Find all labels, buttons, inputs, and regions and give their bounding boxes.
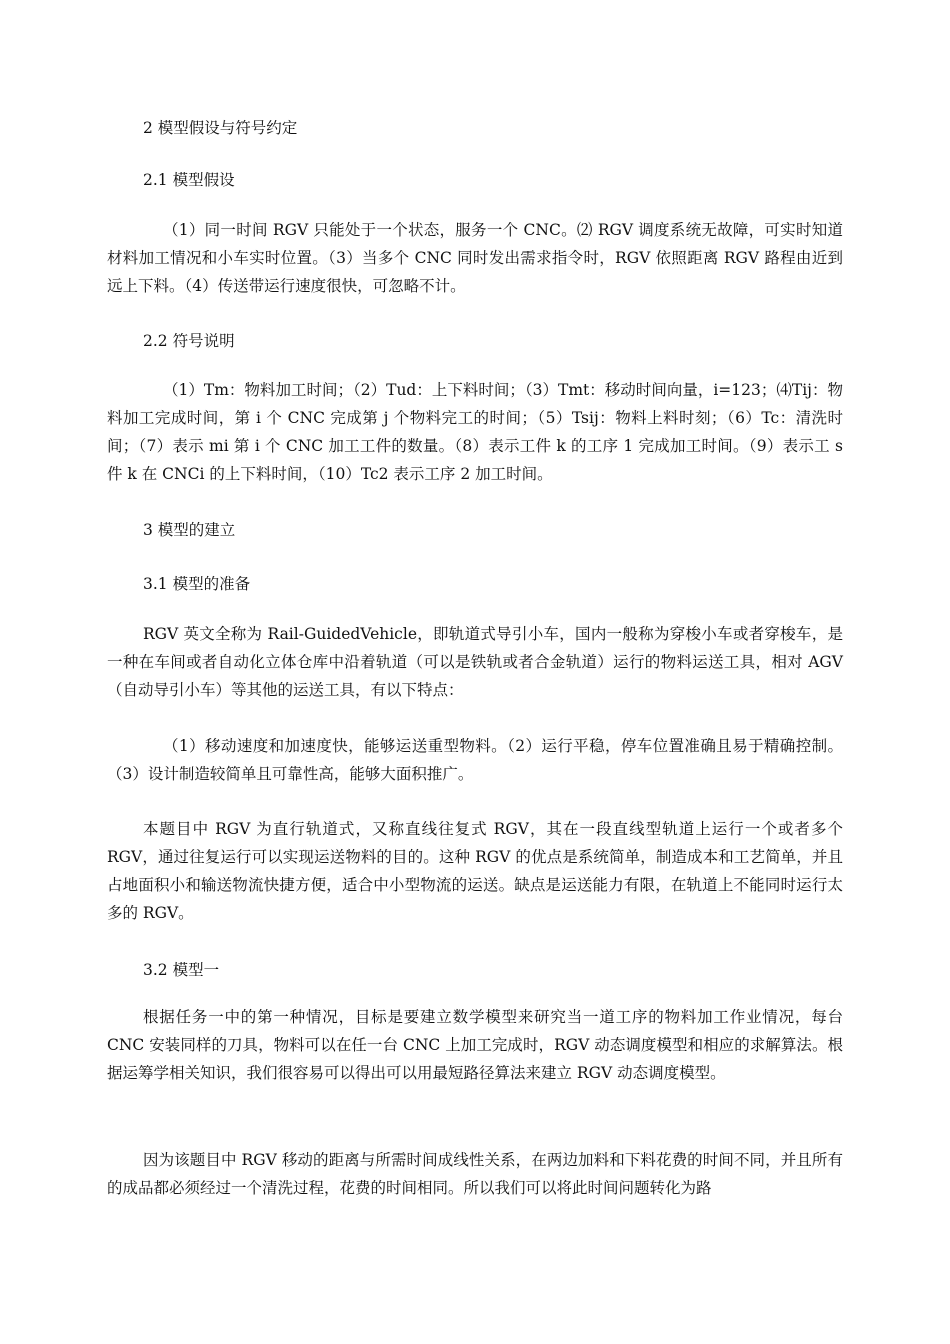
- section-3-title: 3 模型的建立: [143, 521, 236, 539]
- section-2-1-title: 2.1 模型假设: [143, 171, 235, 189]
- section-3-1-title: 3.1 模型的准备: [143, 575, 251, 593]
- section-3-2-paragraph-2: 因为该题目中 RGV 移动的距离与所需时间成线性关系，在两边加料和下料花费的时间不同，并且所有的成品都必须经过一个清洗过程，花费的时间相同。所以我们可以将此时间问题转化为路: [107, 1151, 843, 1197]
- section-2-title: 2 模型假设与符号约定: [143, 119, 298, 137]
- section-2-2-paragraph: （1）Tm：物料加工时间；（2）Tud：上下料时间；（3）Tmt：移动时间向量，i=123；⑷Tij：物料加工完成时间，第 i 个 CNC 完成第 j 个物料完工的时间；（5）Tsij：物料上料时刻；（6）Tc：清洗时间；（7）表示 mi 第 i 个 CNC 加工工件的数量。（8）表示工件 k 的工序 1 完成加工时间。（9）表示工 s 件 k 在 CNCi 的上下料时间，（10）Tc2 表示工序 2 加工时间。: [107, 381, 843, 483]
- section-3-1-paragraph-3: 本题目中 RGV 为直行轨道式，又称直线往复式 RGV，其在一段直线型轨道上运行一个或者多个 RGV，通过往复运行可以实现运送物料的目的。这种 RGV 的优点是系统简单，制造成本和工艺简单，并且占地面积小和输送物流快捷方便，适合中小型物流的运送。缺点是运送能力有限，在轨道上不能同时运行太多的 RGV。: [107, 820, 843, 922]
- section-3-2-title: 3.2 模型一: [143, 961, 220, 979]
- section-3-2-paragraph-1: 根据任务一中的第一种情况，目标是要建立数学模型来研究当一道工序的物料加工作业情况，每台 CNC 安装同样的刀具，物料可以在任一台 CNC 上加工完成时，RGV 动态调度模型和相应的求解算法。根据运筹学相关知识，我们很容易可以得出可以用最短路径算法来建立 RGV 动态调度模型。: [107, 1008, 843, 1082]
- section-3-1-paragraph-2: （1）移动速度和加速度快，能够运送重型物料。（2）运行平稳，停车位置准确且易于精确控制。（3）设计制造较简单且可靠性高，能够大面积推广。: [107, 737, 843, 783]
- section-2-2-title: 2.2 符号说明: [143, 332, 235, 350]
- section-2-1-paragraph: （1）同一时间 RGV 只能处于一个状态，服务一个 CNC。⑵ RGV 调度系统无故障，可实时知道材料加工情况和小车实时位置。（3）当多个 CNC 同时发出需求指令时，RGV 依照距离 RGV 路程由近到远上下料。（4）传送带运行速度很快，可忽略不计。: [107, 221, 843, 295]
- section-3-1-paragraph-1: RGV 英文全称为 Rail-GuidedVehicle，即轨道式导引小车，国内一般称为穿梭小车或者穿梭车，是一种在车间或者自动化立体仓库中沿着轨道（可以是铁轨或者合金轨道）运行的物料运送工具，相对 AGV（自动导引小车）等其他的运送工具，有以下特点：: [107, 625, 843, 699]
